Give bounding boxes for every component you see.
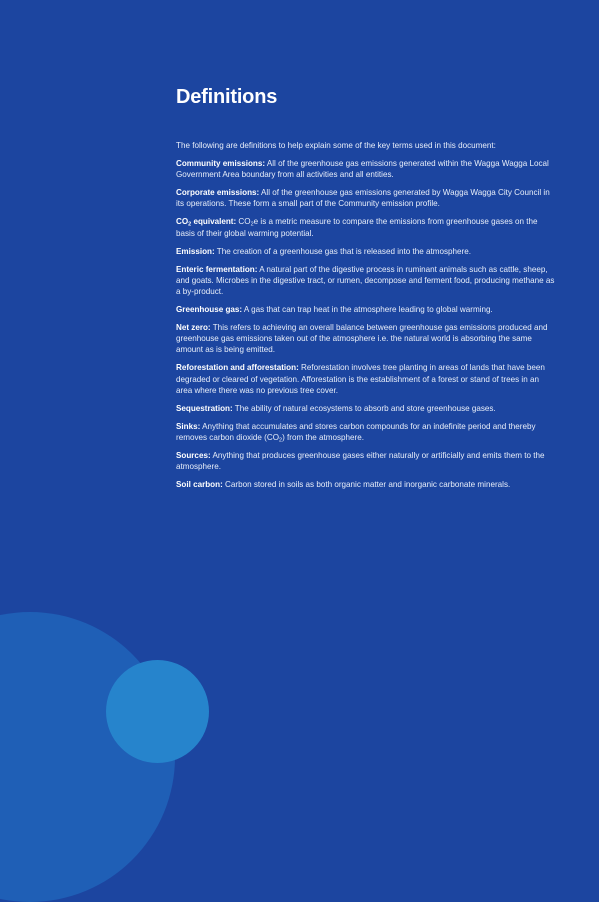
definition-co2-equivalent [176,216,556,238]
definition-text: All of the greenhouse gas emissions generated within the Wagga Wagga Local Government Area boundary from all activities and all entities. [176,159,549,180]
term-part: CO [176,217,189,227]
definition-greenhouse-gas [176,304,556,315]
term: Soil carbon: [176,480,223,490]
page-title: Definitions [176,86,278,108]
definition-text: CO [236,217,251,227]
definition-text: e is a metric measure to compare the emissions from greenhouse gases on the basis of their global warming potential. [176,217,538,238]
definition-corporate-emissions [176,187,556,209]
definition-text: Anything that accumulates and stores carbon compounds for an indefinite period and thereby removes carbon dioxide (CO [176,421,536,442]
definition-net-zero [176,322,556,355]
term: Reforestation and afforestation: [176,363,299,373]
term: Sequestration: [176,403,233,413]
definition-sequestration [176,403,556,414]
definition-text: Anything that produces greenhouse gases either naturally or artificially and emits them to the atmosphere. [176,450,545,472]
term: Emission: [176,246,215,256]
definition-text: The creation of a greenhouse gas that is released into the atmosphere. [214,246,472,256]
intro-text: The following are definitions to help explain some of the key terms used in this document: [176,141,496,150]
definition-enteric-fermentation [176,264,556,297]
definition-reforestation [176,362,556,395]
definition-text: The ability of natural ecosystems to absorb and store greenhouse gases. [232,403,496,413]
definition-text: A natural part of the digestive process in ruminant animals such as cattle, sheep, and goats. Microbes in the digestive tract, or rumen, decompose and ferment food, producing methane as a by-product. [176,264,555,296]
term: Corporate emissions: [176,188,260,198]
term: Net zero: [176,323,211,333]
decorative-circle-small [106,660,209,763]
definition-soil-carbon [176,479,556,490]
term: Enteric fermentation: [176,264,258,274]
term [176,217,236,226]
subscript: 2 [279,437,283,444]
definition-text: All of the greenhouse gas emissions generated by Wagga Wagga City Council in its operations. These form a small part of the Community emission profile. [176,188,550,209]
term: Sources: [176,450,211,460]
definition-text: Reforestation involves tree planting in areas of lands that have been degraded or cleared of vegetation. Afforestation is the establishment of a forest or stand of trees in an area where there was no previous tree cover. [176,363,545,395]
definition-text: ) from the atmosphere. [282,432,364,442]
definitions-section [176,86,556,497]
definition-text: Carbon stored in soils as both organic matter and inorganic carbonate minerals. [222,480,511,490]
definition-text: This refers to achieving an overall balance between greenhouse gas emissions produced and greenhouse gas emissions taken out of the atmosphere i.e. the natural world is absorbing the same amount as is being emitted. [176,323,548,355]
definition-emission [176,246,556,257]
definition-community-emissions [176,158,556,180]
definition-sinks [176,421,556,443]
term: Greenhouse gas: [176,305,243,315]
definition-sources [176,450,556,472]
definition-text: A gas that can trap heat in the atmosphere leading to global warming. [242,305,493,315]
term: Community emissions: [176,159,266,169]
term: Sinks: [176,421,201,431]
subscript: 2 [250,221,254,228]
subscript: 2 [188,221,192,228]
term-part: equivalent: [191,217,237,227]
